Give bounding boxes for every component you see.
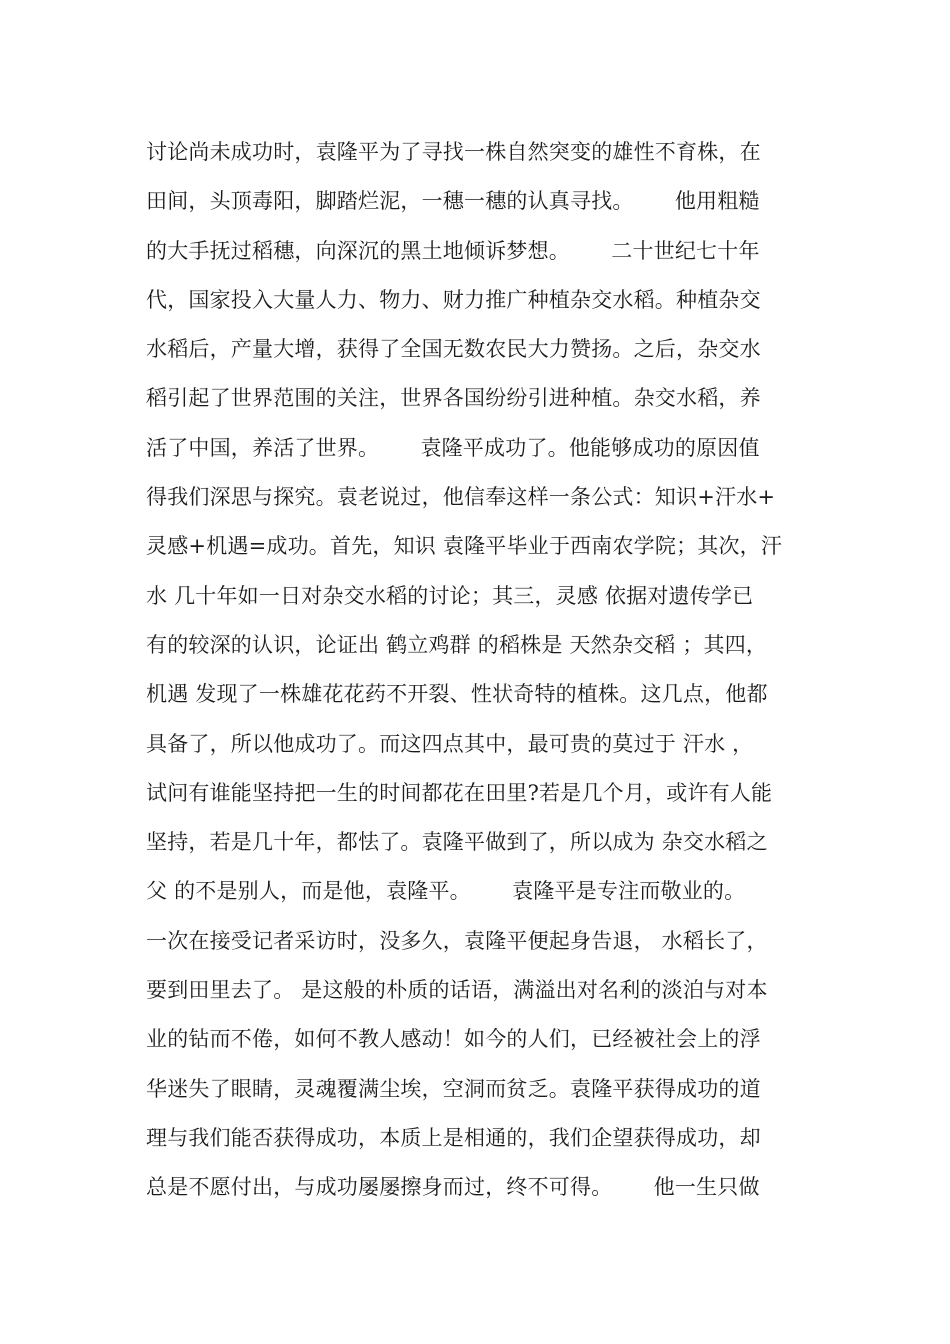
text-line: 的大手抚过稻穗，向深沉的黑土地倾诉梦想。 二十世纪七十年 [146, 238, 760, 263]
text-line: 机遇 发现了一株雄花花药不开裂、性状奇特的植株。这几点，他都 [146, 682, 768, 707]
text-line: 活了中国，养活了世界。 袁隆平成功了。他能够成功的原因值 [146, 435, 760, 460]
text-line: 田间，头顶毒阳，脚踏烂泥，一穗一穗的认真寻找。 他用粗糙 [146, 189, 760, 214]
text-line: 理与我们能否获得成功，本质上是相通的，我们企望获得成功，却 [146, 1125, 761, 1150]
text-line: 得我们深思与探究。袁老说过，他信奉这样一条公式：知识+汗水+ [146, 485, 776, 510]
text-line: 灵感+机遇=成功。首先，知识 袁隆平毕业于西南农学院；其次，汗 [146, 534, 783, 559]
text-line: 有的较深的认识，论证出 鹤立鸡群 的稻株是 天然杂交稻 ；其四， [146, 632, 768, 657]
text-line: 水稻后，产量大增，获得了全国无数农民大力赞扬。之后，杂交水 [146, 337, 761, 362]
text-line: 华迷失了眼睛，灵魂覆满尘埃，空洞而贫乏。袁隆平获得成功的道 [146, 1076, 761, 1101]
text-line: 坚持，若是几十年，都怯了。袁隆平做到了，所以成为 杂交水稻之 [146, 830, 768, 855]
text-line: 讨论尚未成功时，袁隆平为了寻找一株自然突变的雄性不育株，在 [146, 140, 761, 164]
text-line: 父 的不是别人，而是他，袁隆平。 袁隆平是专注而敬业的。 [146, 879, 746, 904]
text-line: 一次在接受记者采访时，没多久，袁隆平便起身告退， 水稻长了， [146, 928, 768, 953]
document-body [146, 132, 826, 1217]
text-line: 具备了，所以他成功了。而这四点其中，最可贵的莫过于 汗水 ， [146, 731, 754, 756]
text-line: 试问有谁能坚持把一生的时间都花在田里?若是几个月，或许有人能 [146, 780, 773, 805]
text-line: 要到田里去了。 是这般的朴质的话语，满溢出对名利的淡泊与对本 [146, 978, 768, 1003]
text-line: 总是不愿付出，与成功屡屡擦身而过，终不可得。 他一生只做 [146, 1175, 760, 1200]
text-line: 代，国家投入大量人力、物力、财力推广种植杂交水稻。种植杂交 [146, 287, 761, 312]
text-line: 稻引起了世界范围的关注，世界各国纷纷引进种植。杂交水稻，养 [146, 386, 761, 411]
text-line: 业的钻而不倦，如何不教人感动！如今的人们，已经被社会上的浮 [146, 1027, 761, 1052]
text-line: 水 几十年如一日对杂交水稻的讨论；其三，灵感 依据对遗传学已 [146, 583, 754, 608]
